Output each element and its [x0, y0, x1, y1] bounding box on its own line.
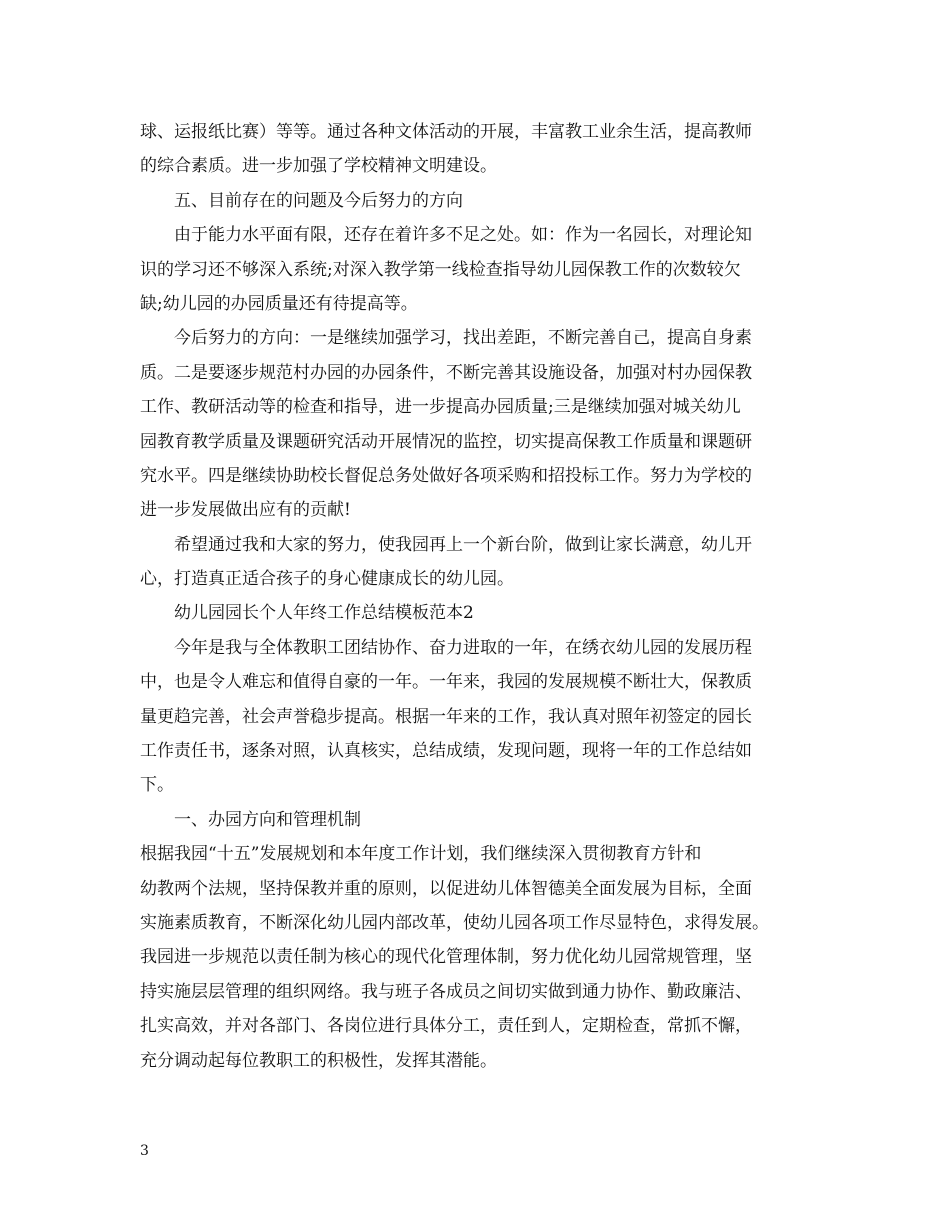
text-line: 一、办园方向和管理机制 — [174, 809, 361, 830]
text-line: 充分调动起每位教职工的积极性，发挥其潜能。 — [140, 1050, 497, 1071]
text-line: 幼儿园园长个人年终工作总结模板范本2 — [174, 603, 474, 624]
text-line: 球、运报纸比赛）等等。通过各种文体活动的开展，丰富教工业余生活，提高教师 — [140, 122, 752, 142]
text-line: 下。 — [140, 775, 174, 796]
text-line: 今年是我与全体教职工团结协作、奋力进取的一年，在绣衣幼儿园的发展历程 — [174, 637, 752, 658]
paragraph-p-direction — [140, 321, 830, 527]
text-line: 中，也是令人难忘和值得自豪的一年。一年来，我园的发展规模不断壮大，保教质 — [140, 672, 752, 693]
text-line: 根据我园“十五”发展规划和本年度工作计划，我们继续深入贯彻教育方针和 — [140, 844, 702, 865]
text-line: 量更趋完善，社会声誉稳步提高。根据一年来的工作，我认真对照年初签定的园长 — [140, 706, 752, 727]
paragraph-p-problems — [140, 218, 830, 321]
text-line: 我园进一步规范以责任制为核心的现代化管理体制，努力优化幼儿园常规管理，坚 — [140, 947, 752, 968]
text-line: 心，打造真正适合孩子的身心健康成长的幼儿园。 — [140, 569, 514, 590]
text-line: 希望通过我和大家的努力，使我园再上一个新台阶，做到让家长满意，幼儿开 — [174, 534, 752, 555]
text-line: 幼教两个法规，坚持保教并重的原则，以促进幼儿体智德美全面发展为目标，全面 — [140, 878, 752, 899]
paragraph-p-direction-mgmt — [140, 837, 830, 1078]
paragraph-heading-1 — [140, 803, 830, 837]
page-number: 3 — [140, 1143, 149, 1159]
text-line: 进一步发展做出应有的贡献! — [140, 500, 351, 521]
paragraph-p-intro-2 — [140, 631, 830, 803]
text-line: 五、目前存在的问题及今后努力的方向 — [174, 190, 463, 211]
text-line: 园教育教学质量及课题研究活动开展情况的监控，切实提高保教工作质量和课题研 — [140, 431, 752, 452]
text-line: 质。二是要逐步规范村办园的办园条件，不断完善其设施设备，加强对村办园保教 — [140, 362, 752, 383]
paragraph-title-2 — [140, 596, 830, 630]
paragraph-p-continuation — [140, 115, 830, 184]
text-line: 的综合素质。进一步加强了学校精神文明建设。 — [140, 156, 497, 177]
text-line: 究水平。四是继续协助校长督促总务处做好各项采购和招投标工作。努力为学校的 — [140, 465, 752, 486]
text-line: 由于能力水平面有限，还存在着许多不足之处。如：作为一名园长，对理论知 — [174, 225, 752, 246]
text-line: 工作责任书，逐条对照，认真核实，总结成绩，发现问题，现将一年的工作总结如 — [140, 741, 752, 762]
paragraph-p-hope — [140, 528, 830, 597]
text-line: 识的学习还不够深入系统;对深入教学第一线检查指导幼儿园保教工作的次数较欠 — [140, 259, 741, 280]
text-line: 实施素质教育，不断深化幼儿园内部改革，使幼儿园各项工作尽显特色，求得发展。 — [140, 912, 769, 933]
paragraph-heading-5 — [140, 184, 830, 218]
text-line: 工作、教研活动等的检查和指导，进一步提高办园质量;三是继续加强对城关幼儿 — [140, 397, 741, 418]
document-body — [140, 115, 830, 1078]
text-line: 缺;幼儿园的办园质量还有待提高等。 — [140, 293, 418, 314]
text-line: 持实施层层管理的组织网络。我与班子各成员之间切实做到通力协作、勤政廉洁、 — [140, 981, 752, 1002]
text-line: 今后努力的方向：一是继续加强学习，找出差距，不断完善自己，提高自身素 — [174, 328, 752, 349]
text-line: 扎实高效，并对各部门、各岗位进行具体分工，责任到人，定期检查，常抓不懈， — [140, 1016, 752, 1037]
